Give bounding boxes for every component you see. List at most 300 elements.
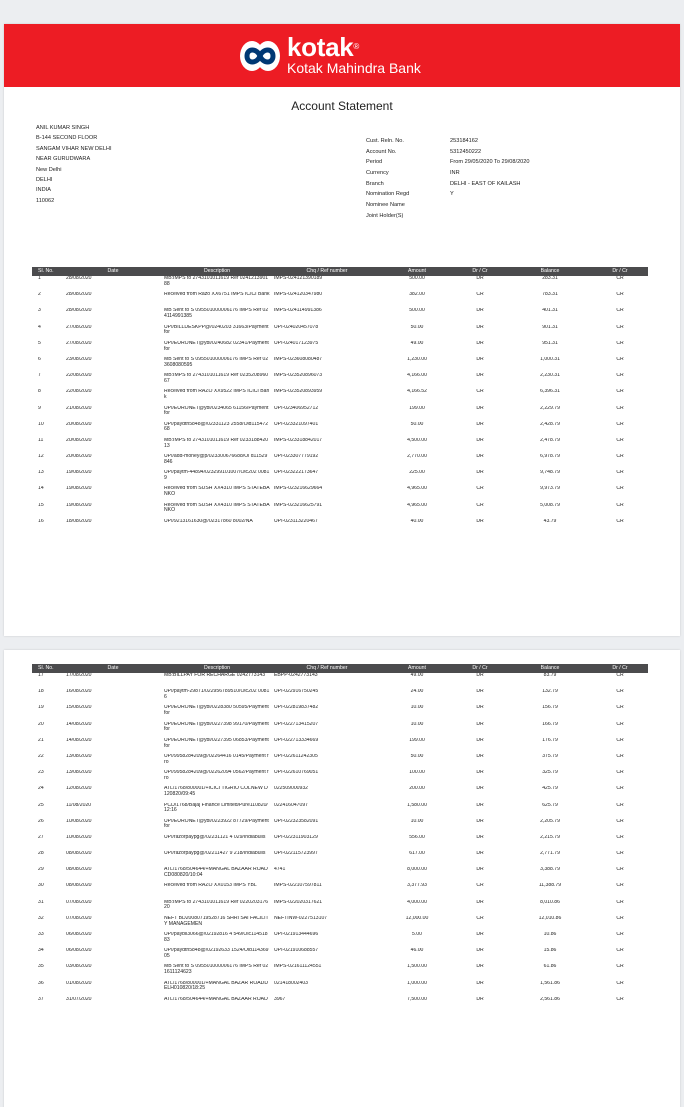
- cell-balance: 375.79: [542, 753, 558, 759]
- cell-amount: 382.00: [409, 292, 425, 298]
- cell-description: UPI/EURONET@ybl/0228380 50595/Payment for: [164, 705, 269, 717]
- cell-balance-dr-cr: CR: [616, 915, 624, 921]
- cell-balance: 283.31: [542, 276, 558, 281]
- cell-ref-number: UPI-023406952712: [274, 405, 319, 411]
- cell-date: 14/08/2020: [66, 737, 92, 743]
- cell-date: 20/08/2020: [66, 421, 92, 427]
- cell-balance: 951.31: [542, 340, 558, 346]
- col-header: Date: [64, 267, 162, 276]
- address-line: NEAR GURUDWARA: [36, 156, 91, 163]
- cell-dr-cr: DR: [476, 276, 484, 281]
- cell-balance: 12,010.86: [538, 915, 562, 921]
- cell-ref-number: 022509000932: [274, 786, 308, 792]
- cell-amount: 556.00: [409, 834, 425, 840]
- cell-date: 19/08/2020: [66, 502, 92, 508]
- cell-dr-cr: DR: [476, 770, 484, 776]
- statement-page-2: [4, 650, 680, 1107]
- cell-ref-number: UPI-022611242305: [274, 753, 318, 759]
- col-header: Sl. No.: [32, 267, 64, 276]
- cell-date: 01/08/2020: [66, 980, 92, 986]
- address-line: DELHI: [36, 177, 53, 184]
- cell-date: 03/08/2020: [66, 964, 92, 970]
- cell-ref-number: UPI-024020457078: [274, 324, 319, 330]
- cell-amount: 10.00: [410, 721, 424, 727]
- cell-description: MB:IMPS to 2743101011619 Ref 023318842013: [164, 437, 269, 449]
- table-row: [32, 786, 648, 802]
- cell-amount: 5.00: [412, 932, 422, 937]
- cell-sl-no: 19: [38, 705, 44, 711]
- cell-sl-no: 26: [38, 818, 44, 824]
- cell-balance-dr-cr: CR: [616, 883, 624, 889]
- cell-sl-no: 36: [38, 980, 44, 986]
- cell-balance: 2,205.79: [540, 818, 560, 824]
- cell-sl-no: 34: [38, 948, 44, 954]
- cell-amount: 8,000.00: [407, 867, 427, 873]
- cell-amount: 4,166.52: [407, 389, 427, 395]
- cell-amount: 500.00: [409, 308, 425, 314]
- cell-balance: 2,771.79: [540, 851, 560, 857]
- cell-ref-number: UPI-022713334669: [274, 737, 319, 743]
- cell-date: 13/08/2020: [66, 753, 92, 759]
- col-header: Chq / Ref number: [272, 267, 382, 276]
- cell-ref-number: UPI-022713415207: [274, 721, 319, 727]
- cell-amount: 50.00: [410, 324, 424, 330]
- cell-balance-dr-cr: CR: [616, 340, 624, 346]
- cell-sl-no: 29: [38, 867, 44, 873]
- cell-date: 28/08/2020: [66, 308, 92, 314]
- table-row: [32, 835, 648, 851]
- cell-dr-cr: DR: [476, 340, 484, 346]
- cell-sl-no: 14: [38, 486, 44, 492]
- account-info-row: [366, 157, 530, 168]
- cell-ref-number: IMPS-023608080487: [274, 356, 323, 362]
- cell-dr-cr: DR: [476, 948, 484, 954]
- cell-balance-dr-cr: CR: [616, 673, 624, 678]
- col-header: Dr / Cr: [452, 267, 508, 276]
- cell-balance: 11,388.79: [538, 883, 562, 889]
- cell-ref-number: EBPP-0242773143: [274, 673, 318, 678]
- cell-balance: 1,000.31: [540, 356, 560, 362]
- cell-ref-number: UPI-023222173647: [274, 470, 319, 476]
- cell-sl-no: 24: [38, 786, 44, 792]
- account-info-row: [366, 189, 530, 200]
- cell-dr-cr: DR: [476, 964, 484, 970]
- cell-balance: 6,396.31: [540, 389, 560, 395]
- cell-ref-number: UPI-024017123975: [274, 340, 319, 346]
- cell-description: ATL/1768/504644/+MANGAL BAZAAR ROAD CD080820/10:04: [164, 867, 268, 879]
- cell-ref-number: UPI-022610769051: [274, 770, 319, 776]
- col-header: Chq / Ref number: [272, 664, 382, 673]
- cell-balance: 9,748.79: [540, 470, 560, 476]
- table-header-row: [32, 664, 648, 673]
- cell-date: 10/08/2020: [66, 818, 92, 824]
- cell-ref-number: 022416047097: [274, 802, 308, 808]
- table-row: [32, 803, 648, 819]
- cell-sl-no: 13: [38, 470, 44, 476]
- table-row: [32, 292, 648, 308]
- cell-balance: 83.79: [543, 673, 557, 678]
- cell-sl-no: 25: [38, 802, 44, 808]
- address-line: ANIL KUMAR SINGH: [36, 125, 90, 131]
- cell-dr-cr: DR: [476, 834, 484, 840]
- cell-balance-dr-cr: CR: [616, 770, 624, 776]
- cell-ref-number: UPI-022115723997: [274, 851, 318, 857]
- table-row: [32, 341, 648, 357]
- info-value: 253184162: [450, 138, 478, 144]
- cell-dr-cr: DR: [476, 867, 484, 873]
- bank-logo: kotak® Kotak Mahindra Bank: [238, 36, 421, 76]
- cell-balance: 166.79: [542, 721, 558, 727]
- cell-ref-number: IMPS-023216629664: [274, 486, 323, 492]
- table-header-row: [32, 267, 648, 276]
- table-row: [32, 438, 648, 454]
- cell-description: Received from Razo XX6751 IMPS ICICI Bank: [164, 292, 270, 298]
- cell-balance: 2,561.86: [540, 996, 560, 1002]
- cell-amount: 40.00: [410, 518, 424, 524]
- table-row: [32, 470, 648, 486]
- account-info-row: [366, 136, 530, 147]
- cell-sl-no: 30: [38, 883, 44, 889]
- col-header: Balance: [508, 267, 592, 276]
- cell-ref-number: IMPS-023216625791: [274, 502, 323, 508]
- cell-balance-dr-cr: CR: [616, 389, 624, 395]
- cell-sl-no: 18: [38, 689, 44, 695]
- cell-description: UPI/9213161630@/02317860 8002/NA: [164, 518, 253, 524]
- cell-date: 13/08/2020: [66, 770, 92, 776]
- cell-balance-dr-cr: CR: [616, 324, 624, 330]
- table-row: [32, 964, 648, 980]
- cell-sl-no: 23: [38, 770, 44, 776]
- cell-date: 22/08/2020: [66, 373, 92, 379]
- cell-sl-no: 22: [38, 753, 44, 759]
- cell-balance-dr-cr: CR: [616, 502, 624, 508]
- cell-sl-no: 4: [38, 324, 41, 330]
- cell-date: 12/08/2020: [66, 786, 92, 792]
- table-row: [32, 770, 648, 786]
- cell-description: PCD/1768/Bajaj Finance Limited/Pure110820/12:16: [164, 802, 268, 814]
- cell-description: MB:IMPS to 2743101011619 Ref 022020317620: [164, 899, 269, 911]
- cell-balance: 401.31: [542, 308, 558, 314]
- cell-amount: 7,500.00: [407, 996, 427, 1002]
- cell-amount: 3,377.93: [407, 883, 427, 889]
- cell-sl-no: 6: [38, 356, 41, 362]
- cell-dr-cr: DR: [476, 324, 484, 330]
- cell-description: MB Sent to S 095501000006176 IMPS Ref 021611124623: [164, 964, 269, 976]
- cell-balance-dr-cr: CR: [616, 292, 624, 298]
- cell-sl-no: 33: [38, 932, 44, 937]
- table-row: [32, 357, 648, 373]
- cell-amount: 49.00: [410, 340, 424, 346]
- cell-description: ATL/1768/800001/+ICICI TIGRIO COLNEW D120820/09:45: [164, 786, 268, 798]
- cell-date: 27/08/2020: [66, 324, 92, 330]
- cell-date: 16/08/2020: [66, 689, 92, 695]
- cell-dr-cr: DR: [476, 454, 484, 460]
- info-value: INR: [450, 170, 460, 177]
- cell-sl-no: 15: [38, 502, 44, 508]
- cell-description: UPI/razorpaypg@/02211427 9 218/Indiabulls: [164, 851, 266, 857]
- cell-amount: 199.00: [409, 405, 425, 411]
- cell-balance: 2,215.79: [540, 834, 560, 840]
- cell-sl-no: 7: [38, 373, 41, 379]
- cell-date: 23/08/2020: [66, 356, 92, 362]
- cell-description: UPI/EURONET@ybl/0240682 02341/Payment for: [164, 340, 269, 352]
- cell-amount: 4,000.00: [407, 899, 427, 905]
- cell-amount: 4,500.00: [407, 437, 427, 443]
- cell-balance: 3,388.79: [540, 867, 560, 873]
- cell-dr-cr: DR: [476, 802, 484, 808]
- cell-amount: 49.00: [410, 673, 424, 678]
- cell-ref-number: UPI-023321097401: [274, 421, 319, 427]
- cell-balance-dr-cr: CR: [616, 867, 624, 873]
- cell-balance-dr-cr: CR: [616, 689, 624, 695]
- cell-dr-cr: DR: [476, 421, 484, 427]
- cell-balance: 625.79: [542, 802, 558, 808]
- cell-description: UPI/EURONET@ybl/0223922 87729/Payment for: [164, 818, 269, 830]
- col-header: Description: [162, 664, 272, 673]
- cell-description: MB Sent to S 095501000006176 IMPS Ref 023608080595: [164, 356, 269, 368]
- cell-balance: 10.86: [543, 932, 557, 937]
- table-row: [32, 722, 648, 738]
- table-row: [32, 981, 648, 997]
- cell-balance-dr-cr: CR: [616, 964, 624, 970]
- cell-date: 06/08/2020: [66, 948, 92, 954]
- cell-balance-dr-cr: CR: [616, 356, 624, 362]
- cell-dr-cr: DR: [476, 356, 484, 362]
- cell-date: 17/08/2020: [66, 673, 92, 678]
- cell-ref-number: IMPS-023520893959: [274, 389, 323, 395]
- table-row: [32, 276, 648, 292]
- cell-description: Received from RAZO XX9522 IMPS ICICI Bank: [164, 389, 270, 401]
- cell-sl-no: 12: [38, 454, 44, 460]
- cell-amount: 500.00: [409, 276, 425, 281]
- cell-amount: 4,166.00: [407, 373, 427, 379]
- cell-description: Received from SUSH XX4310 IMPS STATEBANKO: [164, 486, 270, 498]
- col-header: Dr / Cr: [452, 664, 508, 673]
- cell-sl-no: 1: [38, 276, 41, 281]
- address-line: B-144 SECOND FLOOR: [36, 135, 98, 142]
- cell-balance-dr-cr: CR: [616, 721, 624, 727]
- info-label: Account No.: [366, 148, 397, 155]
- cell-dr-cr: CR: [476, 389, 484, 395]
- col-header: Description: [162, 267, 272, 276]
- cell-balance: 132.79: [542, 689, 558, 695]
- table-row: [32, 867, 648, 883]
- cell-ref-number: IMPS-022107597811: [274, 883, 322, 889]
- bank-brand: kotak: [287, 32, 354, 62]
- cell-amount: 225.00: [409, 470, 425, 476]
- cell-balance-dr-cr: CR: [616, 737, 624, 743]
- cell-balance-dr-cr: CR: [616, 786, 624, 792]
- cell-description: UPI/add-money@p/023300676688/Oi d11529846: [164, 454, 268, 465]
- cell-description: ATL/1768/504644/+MANGAL BAZAAR ROAD: [164, 996, 268, 1002]
- cell-dr-cr: CR: [476, 502, 484, 508]
- table-row: [32, 673, 648, 689]
- account-info-row: [366, 200, 530, 211]
- cell-description: MB:BILLPAY FOR RECHARGE 0242773143: [164, 673, 266, 678]
- cell-amount: 46.00: [410, 948, 424, 954]
- col-header: Amount: [382, 267, 452, 276]
- cell-dr-cr: DR: [476, 932, 484, 937]
- cell-balance: 6,978.79: [540, 454, 560, 460]
- cell-balance-dr-cr: CR: [616, 802, 624, 808]
- cell-balance: 15.86: [543, 948, 557, 954]
- cell-date: 06/08/2020: [66, 932, 92, 937]
- cell-date: 19/08/2020: [66, 470, 92, 476]
- address-line: 110062: [36, 197, 55, 204]
- cell-date: 22/08/2020: [66, 389, 92, 395]
- cell-ref-number: UPI-022311903129: [274, 834, 318, 840]
- table-row: [32, 754, 648, 770]
- cell-description: UPI/razorpaypg@/02231121 4 029/Indiabulls: [164, 834, 266, 840]
- cell-date: 08/08/2020: [66, 883, 92, 889]
- cell-sl-no: 2: [38, 292, 41, 298]
- cell-date: 28/08/2020: [66, 276, 92, 281]
- cell-dr-cr: DR: [476, 518, 484, 524]
- account-info-row: [366, 168, 530, 179]
- cell-date: 20/08/2020: [66, 454, 92, 460]
- cell-sl-no: 31: [38, 899, 44, 905]
- cell-balance: 2,478.79: [540, 437, 560, 443]
- cell-amount: 4,965.00: [407, 486, 427, 492]
- cell-description: MB:IMPS to 2743101011619 Ref 024121390188: [164, 276, 269, 287]
- cell-sl-no: 21: [38, 737, 44, 743]
- cell-sl-no: 35: [38, 964, 44, 970]
- cell-ref-number: UPI-021913444696: [274, 932, 319, 937]
- col-header: Dr / Cr: [592, 267, 648, 276]
- cell-dr-cr: DR: [476, 689, 484, 695]
- cell-sl-no: 37: [38, 996, 44, 1002]
- info-label: Period: [366, 159, 383, 166]
- cell-ref-number: IMPS-022020317621: [274, 899, 323, 905]
- table-row: [32, 997, 648, 1013]
- cell-amount: 2,770.00: [407, 454, 427, 460]
- table-row: [32, 454, 648, 470]
- cell-balance-dr-cr: CR: [616, 948, 624, 954]
- cell-description: UPI/EURONET@ybl/0227395 06853/Payment for: [164, 737, 269, 749]
- cell-description: UPI/EURONET@ybl/0234065 61156/Payment for: [164, 405, 269, 417]
- cell-balance-dr-cr: CR: [616, 996, 624, 1002]
- cell-ref-number: IMPS-024114991386: [274, 308, 322, 314]
- cell-amount: 199.00: [409, 737, 425, 743]
- table-row: [32, 689, 648, 705]
- cell-amount: 1,000.00: [407, 980, 427, 986]
- cell-date: 21/08/2020: [66, 405, 92, 411]
- cell-balance: 61.86: [543, 964, 557, 970]
- cell-amount: 10.00: [410, 705, 424, 711]
- transactions-table: [32, 267, 648, 535]
- info-value: From 29/05/2020 To 29/08/2020: [450, 159, 530, 166]
- table-row: [32, 738, 648, 754]
- info-value: DELHI - EAST OF KAILASH: [450, 180, 521, 187]
- cell-ref-number: UPI-022916750245: [274, 689, 319, 695]
- statement-title: Account Statement: [291, 99, 393, 113]
- cell-amount: 200.00: [409, 786, 425, 792]
- cell-dr-cr: DR: [476, 786, 484, 792]
- cell-date: 07/08/2020: [66, 899, 92, 905]
- info-value: Y: [450, 191, 454, 198]
- cell-description: UPI/paybil3066@/02192816 4 549/Oic11451883: [164, 932, 268, 943]
- cell-dr-cr: DR: [476, 470, 484, 476]
- cell-balance: 5,008.79: [540, 502, 560, 508]
- cell-amount: 1,580.00: [407, 802, 427, 808]
- cell-description: UPI/paydth5848@/02192633 1524/Oid11436905: [164, 948, 269, 959]
- cell-amount: 24.00: [410, 689, 424, 695]
- cell-date: 08/08/2020: [66, 851, 92, 857]
- cell-ref-number: IMPS-024121390189: [274, 276, 323, 281]
- cell-balance: 156.79: [542, 705, 558, 711]
- table-row: [32, 373, 648, 389]
- cell-balance-dr-cr: CR: [616, 932, 624, 937]
- address-line: INDIA: [36, 187, 51, 194]
- cell-sl-no: 16: [38, 518, 44, 524]
- cell-description: Received from RAZO XX0153 IMPS YBL: [164, 883, 257, 889]
- cell-ref-number: UPI-021910688557: [274, 948, 319, 954]
- cell-dr-cr: DR: [476, 996, 484, 1002]
- cell-dr-cr: CR: [476, 915, 484, 921]
- cell-balance: 425.79: [542, 786, 558, 792]
- cell-date: 14/08/2020: [66, 721, 92, 727]
- cell-balance-dr-cr: CR: [616, 851, 624, 857]
- cell-balance-dr-cr: CR: [616, 834, 624, 840]
- cell-dr-cr: CR: [476, 292, 484, 298]
- info-label: Branch: [366, 180, 384, 187]
- cell-ref-number: IMPS-021611124551: [274, 964, 322, 970]
- cell-date: 20/08/2020: [66, 437, 92, 443]
- cell-balance-dr-cr: CR: [616, 518, 624, 524]
- cell-balance-dr-cr: CR: [616, 421, 624, 427]
- cell-dr-cr: DR: [476, 673, 484, 678]
- table-row: [32, 883, 648, 899]
- table-row: [32, 308, 648, 324]
- bank-subtitle: Kotak Mahindra Bank: [287, 60, 421, 76]
- cell-description: Received from SUSH XX4310 IMPS STATEBANKO: [164, 502, 270, 514]
- cell-balance-dr-cr: CR: [616, 437, 624, 443]
- cell-balance: 901.31: [542, 324, 558, 330]
- cell-ref-number: 3967: [274, 996, 286, 1002]
- cell-dr-cr: DR: [476, 705, 484, 711]
- table-row: [32, 900, 648, 916]
- cell-description: UPI/9958284209@/02262094 0562/Payment fro: [164, 770, 269, 781]
- cell-dr-cr: DR: [476, 899, 484, 905]
- cell-balance: 43.79: [543, 518, 557, 524]
- cell-dr-cr: DR: [476, 373, 484, 379]
- transactions-table: [32, 664, 648, 1013]
- cell-description: UPI/EURONET@ybl/0227398 99170/Payment for: [164, 721, 269, 733]
- cell-date: 08/08/2020: [66, 867, 92, 873]
- cell-sl-no: 8: [38, 389, 41, 395]
- cell-ref-number: UPI-022323582091: [274, 818, 319, 824]
- cell-date: 28/08/2020: [66, 292, 92, 298]
- cell-dr-cr: DR: [476, 980, 484, 986]
- cell-date: 31/07/2020: [66, 996, 92, 1002]
- address-line: New Delhi: [36, 166, 62, 173]
- cell-ref-number: 4741: [274, 867, 286, 873]
- cell-sl-no: 17: [38, 673, 44, 678]
- cell-balance: 325.79: [542, 770, 558, 776]
- col-header: Date: [64, 664, 162, 673]
- cell-date: 19/08/2020: [66, 486, 92, 492]
- cell-amount: 617.00: [409, 851, 425, 857]
- cell-ref-number: UPI-023307779192: [274, 454, 319, 460]
- info-value: 5312450222: [450, 148, 482, 155]
- table-row: [32, 503, 648, 519]
- cell-dr-cr: DR: [476, 737, 484, 743]
- table-row: [32, 325, 648, 341]
- cell-amount: 4,965.00: [407, 502, 427, 508]
- cell-balance-dr-cr: CR: [616, 980, 624, 986]
- cell-dr-cr: DR: [476, 308, 484, 314]
- cell-balance-dr-cr: CR: [616, 486, 624, 492]
